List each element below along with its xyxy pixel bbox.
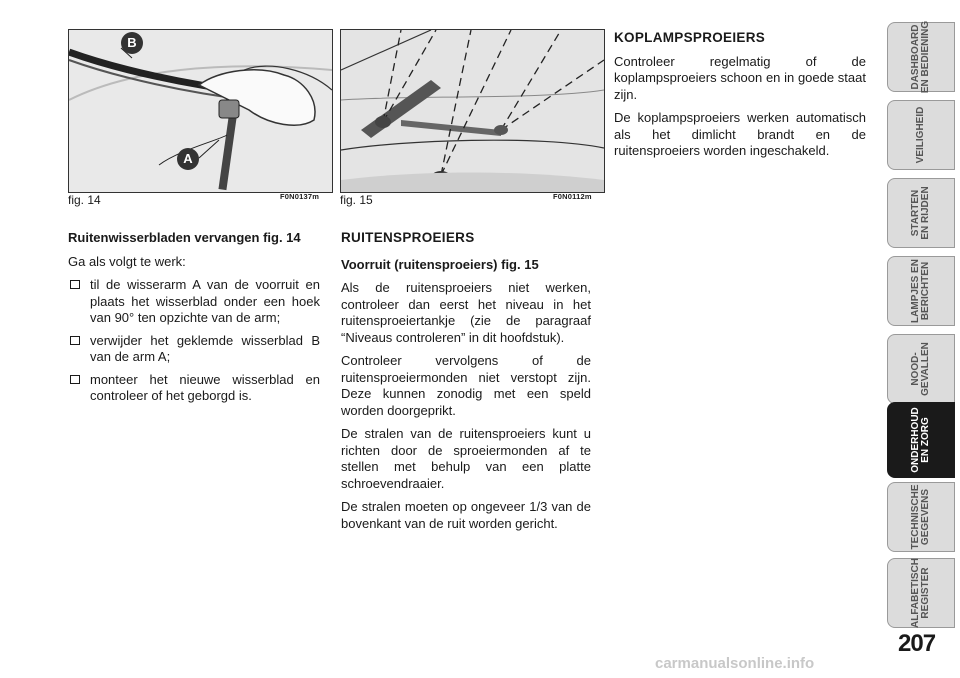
paragraph: De stralen moeten op ongeveer 1/3 van de bovenkant van de ruit worden gericht. xyxy=(341,499,591,531)
list-item xyxy=(68,372,320,405)
chapter-tabs xyxy=(885,0,960,630)
checkbox-bullet-icon xyxy=(70,280,80,289)
tab-technical-data[interactable]: TECHNISCHE GEGEVENS xyxy=(887,482,955,552)
paragraph: De koplampsproeiers werken automatisch als het dimlicht brandt en de ruitensproeiers worden ingeschakeld. xyxy=(614,110,866,158)
paragraph: Controleer vervolgens of de ruitensproeiermonden niet verstopt zijn. Deze kunnen zonodig met een speld worden doorgeprikt. xyxy=(341,353,591,418)
tab-emergencies[interactable]: NOOD- GEVALLEN xyxy=(887,334,955,404)
tab-index[interactable]: ALFABETISCH REGISTER xyxy=(887,558,955,628)
subheading-windshield: Voorruit (ruitensproeiers) fig. 15 xyxy=(341,256,539,272)
callout-a: A xyxy=(177,148,199,170)
intro-text: Ga als volgt te werk: xyxy=(68,253,186,269)
tab-starting-driving[interactable]: STARTEN EN RIJDEN xyxy=(887,178,955,248)
list-item xyxy=(68,277,320,327)
list-item-text: verwijder het geklemde wisserblad B van de arm A; xyxy=(90,332,320,364)
watermark: carmanualsonline.info xyxy=(655,655,815,672)
page-number: 207 xyxy=(898,630,936,657)
list-item-text: monteer het nieuwe wisserblad en controleer of het geborgd is. xyxy=(90,371,320,403)
section-heading-wiper-blades: Ruitenwisserbladen vervangen fig. 14 xyxy=(68,230,301,245)
washer-jets-illustration xyxy=(341,30,604,192)
column-3 xyxy=(614,30,866,167)
tab-dashboard[interactable]: DASHBOARD EN BEDIENING xyxy=(887,22,955,92)
figure-14-image xyxy=(68,29,333,193)
tab-safety[interactable]: VEILIGHEID xyxy=(887,100,955,170)
column-1 xyxy=(68,230,320,411)
figure-15-image xyxy=(340,29,605,193)
checkbox-bullet-icon xyxy=(70,336,80,345)
section-heading-windshield-washers: RUITENSPROEIERS xyxy=(341,230,475,245)
callout-b: B xyxy=(121,32,143,54)
figure-14-code: F0N0137m xyxy=(280,192,320,201)
section-heading-headlamp-washers: KOPLAMPSPROEIERS xyxy=(614,30,766,45)
wiper-blade-illustration xyxy=(69,30,332,192)
figure-15-code: F0N0112m xyxy=(553,192,592,201)
figure-15-caption: fig. 15 xyxy=(340,193,373,207)
tab-lights-messages[interactable]: LAMPJES EN BERICHTEN xyxy=(887,256,955,326)
figure-14-caption: fig. 14 xyxy=(68,193,101,207)
paragraph: De stralen van de ruitensproeiers kunt u richten door de sproeiermonden af te stellen met behulp van een platte schroevendraaier. xyxy=(341,426,591,491)
checkbox-bullet-icon xyxy=(70,375,80,384)
column-2 xyxy=(341,230,591,539)
paragraph: Controleer regelmatig of de koplampsproeiers schoon en in goede staat zijn. xyxy=(614,53,866,102)
list-item-text: til de wisserarm A van de voorruit en plaats het wisserblad onder een hoek van 90° ten opzichte van de arm; xyxy=(90,277,320,325)
tab-maintenance[interactable]: ONDERHOUD EN ZORG xyxy=(887,402,955,478)
list-item xyxy=(68,333,320,366)
paragraph: Als de ruitensproeiers niet werken, controleer dan eerst het niveau in het ruitensproeiertankje (zie de paragraaf “Niveaus controleren” in dit hoofdstuk). xyxy=(341,280,591,345)
